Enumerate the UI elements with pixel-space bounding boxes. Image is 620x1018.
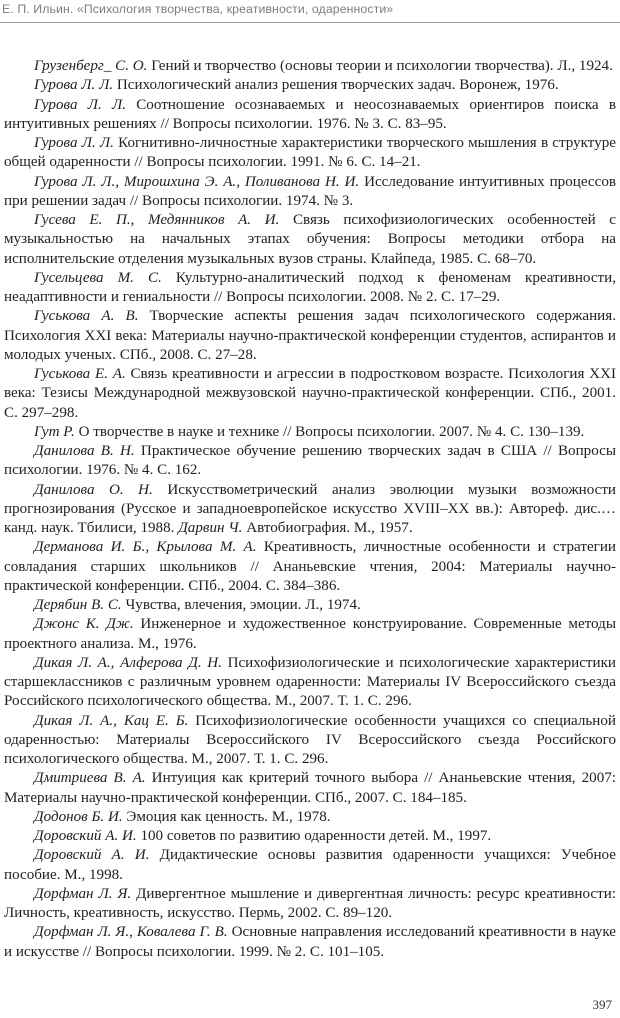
reference-entry [4, 808, 616, 827]
reference-entry [4, 442, 616, 481]
reference-authors: Данилова О. Н. [34, 481, 153, 498]
reference-entry [4, 596, 616, 615]
reference-authors: Гуськова А. В. [34, 308, 139, 325]
reference-text: Креативность, личностные особенности и стратегии совладания старших школьников // Ананьевские чтения, 2004: Материалы научно-практической конференции. СПб., 2004. С. 384–386. [4, 539, 616, 594]
reference-authors: Дорфман Л. Я. [34, 885, 132, 902]
reference-authors: Гурова Л. Л. [34, 135, 114, 151]
reference-text: Эмоция как ценность. М., 1978. [122, 808, 331, 825]
reference-authors: Дерябин В. С. [34, 597, 122, 613]
reference-text: Автобиография. М., 1957. [242, 520, 413, 536]
page-number: 397 [592, 997, 612, 1012]
running-header-text: Е. П. Ильин. «Психология творчества, креативности, одаренности» [2, 2, 394, 16]
reference-authors: Гурова Л. Л. [34, 96, 126, 113]
reference-authors: Гусева Е. П., Медянников А. И. [34, 212, 280, 228]
reference-entry [4, 712, 616, 770]
reference-authors: Гут Р. [34, 423, 75, 440]
reference-text: Связь креативности и агрессии в подростковом возрасте. Психология XXI века: Тезисы Международной межвузовской научно-практической конференции. СПб., 2001. С. 297–298. [4, 366, 616, 421]
reference-text: Творческие аспекты решения задач психологического содержания. Психология XXI века: Материалы научно-практической конференции студентов, аспирантов и молодых ученых. СПб., 2008. С. 27–28. [4, 308, 616, 363]
reference-text: Психологический анализ решения творческих задач. Воронеж, 1976. [113, 77, 559, 94]
reference-text: Дидактические основы развития одаренности учащихся: Учебное пособие. М., 1998. [4, 847, 616, 883]
reference-authors: Дорфман Л. Я., Ковалева Г. В. [34, 924, 228, 941]
reference-text: О творчестве в науке и технике // Вопросы психологии. 2007. № 4. С. 130–139. [74, 423, 585, 440]
reference-authors: Данилова В. Н. [34, 443, 135, 459]
reference-entry [4, 923, 616, 962]
reference-entry [4, 307, 616, 365]
reference-entry [4, 769, 616, 808]
reference-entry [4, 134, 616, 173]
reference-entry [4, 269, 616, 308]
reference-authors: Доровский А. И. [34, 847, 150, 864]
reference-text: Соотношение осознаваемых и неосознаваемых ориентиров поиска в интуитивных решениях // Вопросы психологии. 1976. № 3. С. 83–95. [4, 96, 616, 132]
reference-entry [4, 615, 616, 654]
reference-authors: Дикая Л. А., Алферова Д. Н. [34, 654, 222, 671]
reference-text: Связь психофизиологических особенностей с музыкальностью на начальных этапах обучения: Вопросы методики отбора на исполнительские отделения музыкальных вузов страны. Клайпеда, 1985. С. 68–70. [4, 212, 617, 267]
reference-text: Психофизиологические особенности учащихся со специальной одаренностью: Материалы Всероссийского IV Всероссийского съезда Российского психологического общества. М., 2007. Т. 1. С. 296. [4, 712, 616, 767]
reference-entry [4, 481, 616, 539]
reference-entry [4, 76, 616, 95]
reference-text: Психофизиологические и психологические характеристики старшеклассников с различным уровнем одаренности: Материалы IV Всероссийского съезда Российского психологического общества. М., 2007. Т. 1. С. 296. [4, 654, 616, 710]
reference-entry [4, 846, 616, 885]
reference-authors: Джонс К. Дж. [34, 616, 134, 633]
reference-entry [4, 211, 616, 269]
running-header [0, 2, 620, 16]
reference-text: Исследование интуитивных процессов при решении задач // Вопросы психологии. 1974. № 3. [4, 173, 616, 209]
reference-text: Искусствометрический анализ эволюции музыки возможности прогнозирования (Русское и западноевропейское искусство XVIII–XX вв.): Автореф. дис.… канд. наук. Тбилиси, 1988. [4, 481, 617, 536]
reference-text: Гений и творчество (основы теории и психологии творчества). Л., 1924. [147, 58, 613, 74]
reference-list [4, 57, 616, 962]
reference-entry [4, 173, 616, 212]
reference-text: 100 советов по развитию одаренности детей. М., 1997. [136, 828, 492, 844]
reference-text: Основные направления исследований креативности в науке и искусстве // Вопросы психологии. 1999. № 2. С. 101–105. [4, 924, 617, 960]
reference-authors: Гусельцева М. С. [34, 269, 162, 286]
reference-authors: Гуськова Е. А. [34, 366, 126, 382]
reference-text: Дивергентное мышление и дивергентная личность: ресурс креативности: Личность, креативность, искусство. Пермь, 2002. С. 89–120. [4, 885, 616, 921]
reference-entry [4, 57, 616, 76]
reference-authors: Гурова Л. Л. [34, 77, 114, 94]
reference-text: Практическое обучение решению творческих задач в США // Вопросы психологии. 1976. № 4. С. 162. [4, 443, 616, 479]
reference-text: Интуиция как критерий точного выбора // Ананьевские чтения, 2007: Материалы научно-практической конференции. СПб., 2007. С. 184–185. [4, 770, 616, 806]
reference-authors: Доровский А. И. [34, 828, 137, 844]
reference-text: Чувства, влечения, эмоции. Л., 1974. [121, 597, 361, 613]
reference-authors: Дмитриева В. А. [34, 770, 146, 787]
reference-entry [4, 96, 616, 135]
reference-entry [4, 654, 616, 712]
reference-authors: Грузенберг_ С. О. [34, 58, 148, 74]
reference-authors: Дерманова И. Б., Крылова М. А. [34, 539, 257, 556]
reference-text: Инженерное и художественное конструирование. Современные методы проектного анализа. М., 1976. [4, 616, 616, 652]
reference-authors: Додонов Б. И. [34, 808, 123, 825]
reference-entry [4, 423, 616, 442]
header-divider [0, 22, 620, 23]
reference-text: Когнитивно-личностные характеристики творческого мышления в структуре общей одаренности // Вопросы психологии. 1991. № 6. С. 14–21. [4, 135, 616, 171]
reference-authors: Дикая Л. А., Кац Е. Б. [34, 712, 189, 729]
reference-entry [4, 827, 616, 846]
reference-entry [4, 365, 616, 423]
reference-entry [4, 538, 616, 596]
reference-entry [4, 885, 616, 924]
reference-authors: Гурова Л. Л., Мирошхина Э. А., Поливанова Н. И. [34, 173, 360, 190]
reference-text: Культурно-аналитический подход к феноменам креативности, неадаптивности и гениальности // Вопросы психологии. 2008. № 2. С. 17–29. [4, 269, 617, 305]
reference-authors: Дарвин Ч. [174, 520, 243, 536]
